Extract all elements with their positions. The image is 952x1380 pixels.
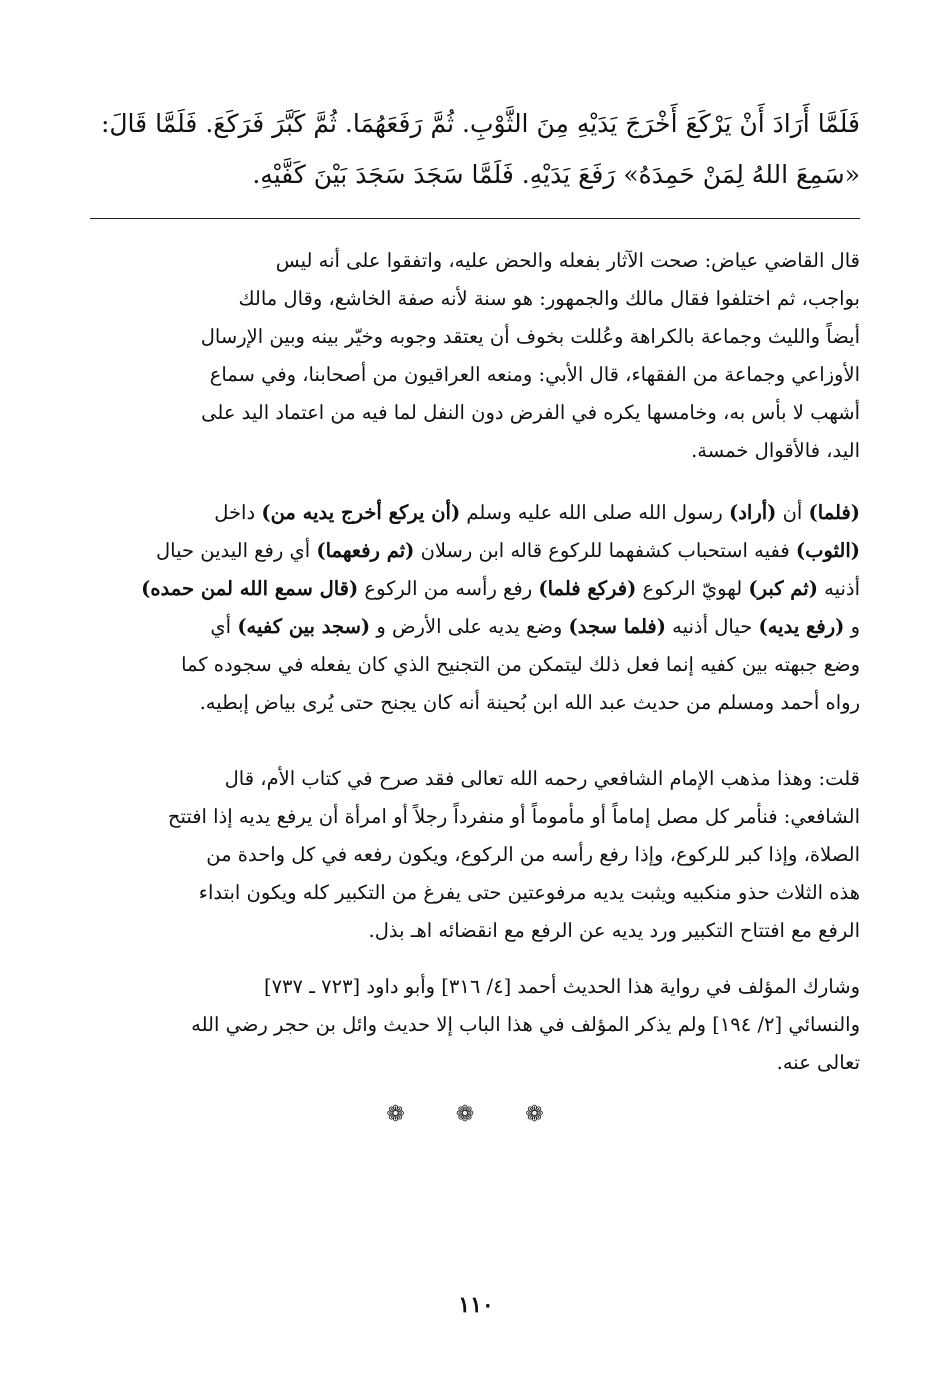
quoted-word: (فركع فلما) <box>538 577 637 600</box>
text-line: وضع جبهته بين كفيه إنما فعل ذلك ليتمكن من التجنيح الذي كان يفعله في سجوده كما <box>181 653 860 676</box>
text-run: أي رفع اليدين حيال <box>155 539 317 562</box>
quoted-word: (أراد) <box>729 501 777 524</box>
text-run: أي <box>210 615 238 638</box>
text-line <box>90 532 860 570</box>
text-line: اليد، فالأقوال خمسة. <box>691 439 860 462</box>
quoted-word: (رفع يديه) <box>758 615 845 638</box>
text-line: الرفع مع افتتاح التكبير ورد يديه عن الرفع مع انقضائه اهـ بذل. <box>368 919 860 942</box>
text-line <box>90 608 860 646</box>
quoted-word: (فلما سجد) <box>568 615 666 638</box>
text-run: وضع يديه على الأرض و <box>370 615 569 638</box>
commentary-paragraph-2 <box>90 494 860 722</box>
text-line: وشارك المؤلف في رواية هذا الحديث أحمد [٤/ ٣١٦] وأبو داود [٧٢٣ ـ ٧٣٧] <box>263 975 860 998</box>
quoted-word: (ثم كبر) <box>748 577 818 600</box>
text-line: الأوزاعي وجماعة من الفقهاء، قال الأبي: ومنعه العراقيون من أصحابنا، وفي سماع <box>209 363 860 386</box>
text-run: رسول الله صلى الله عليه وسلم <box>460 501 730 524</box>
quoted-word: (ثم رفعهما) <box>316 539 415 562</box>
hadith-line: فَلَمَّا أَرَادَ أَنْ يَرْكَعَ أَخْرَجَ يَدَيْهِ مِنَ الثَّوْبِ. ثُمَّ رَفَعَهُمَا. ثُمَّ كَبَّرَ فَرَكَعَ. فَلَمَّا قَالَ: <box>100 109 860 138</box>
quoted-word: (فلما) <box>808 501 860 524</box>
hadith-line: «سَمِعَ اللهُ لِمَنْ حَمِدَهُ» رَفَعَ يَدَيْهِ. فَلَمَّا سَجَدَ سَجَدَ بَيْنَ كَفَّيْهِ. <box>252 160 860 189</box>
text-line: قال القاضي عياض: صحت الآثار بفعله والحض عليه، واتفقوا على أنه ليس <box>275 249 860 272</box>
text-run: داخل <box>214 501 262 524</box>
text-run: أذنيه <box>817 577 860 600</box>
text-run: و <box>844 615 860 638</box>
commentary-paragraph-1 <box>90 242 860 470</box>
quoted-word: (الثوب) <box>795 539 860 562</box>
text-line: الصلاة، وإذا كبر للركوع، وإذا رفع رأسه من الركوع، ويكون رفعه في كل واحدة من <box>206 843 860 866</box>
text-line: والنسائي [٢/ ١٩٤] ولم يذكر المؤلف في هذا الباب إلا حديث وائل بن حجر رضي الله <box>191 1013 860 1036</box>
text-line <box>90 494 860 532</box>
text-run: أن <box>776 501 809 524</box>
commentary-paragraph-3 <box>90 760 860 950</box>
section-separator-stars: ❁ ❁ ❁ <box>386 1102 566 1127</box>
quoted-word: (سجد بين كفيه) <box>237 615 371 638</box>
text-line: أشهب لا بأس به، وخامسها يكره في الفرض دون النفل لما فيه من اعتماد اليد على <box>201 401 860 424</box>
text-line: رواه أحمد ومسلم من حديث عبد الله ابن بُحينة أنه كان يجنح حتى يُرى بياض إبطيه. <box>199 691 860 714</box>
quoted-word: (قال سمع الله لمن حمده) <box>141 577 359 600</box>
text-line: أيضاً والليث وجماعة بالكراهة وعُللت بخوف أن يعتقد وجوبه وخيّر بينه وبين الإرسال <box>200 325 860 348</box>
text-line: هذه الثلاث حذو منكبيه ويثبت يديه مرفوعتين حتى يفرغ من التكبير كله ويكون ابتداء <box>198 881 860 904</box>
page-number: ١١٠ <box>458 1292 494 1318</box>
commentary-paragraph-4 <box>90 968 860 1082</box>
text-run: رفع رأسه من الركوع <box>358 577 539 600</box>
text-line: الشافعي: فنأمر كل مصل إماماً أو مأموماً أو منفرداً رجلاً أو امرأة أن يرفع يديه إذا افتتح <box>167 805 860 828</box>
text-run: حيال أذنيه <box>665 615 759 638</box>
text-line: بواجب، ثم اختلفوا فقال مالك والجمهور: هو سنة لأنه صفة الخاشع، وقال مالك <box>238 287 860 310</box>
hadith-text <box>90 98 860 200</box>
text-run: لهويّ الركوع <box>636 577 749 600</box>
text-run: ففيه استحباب كشفهما للركوع قاله ابن رسلان <box>414 539 796 562</box>
text-line: تعالى عنه. <box>776 1051 860 1074</box>
text-line: قلت: وهذا مذهب الإمام الشافعي رحمه الله تعالى فقد صرح في كتاب الأم، قال <box>224 767 860 790</box>
quoted-word: (أن يركع أخرج يديه من) <box>261 501 461 524</box>
footnote-divider <box>90 218 860 219</box>
text-line <box>90 570 860 608</box>
